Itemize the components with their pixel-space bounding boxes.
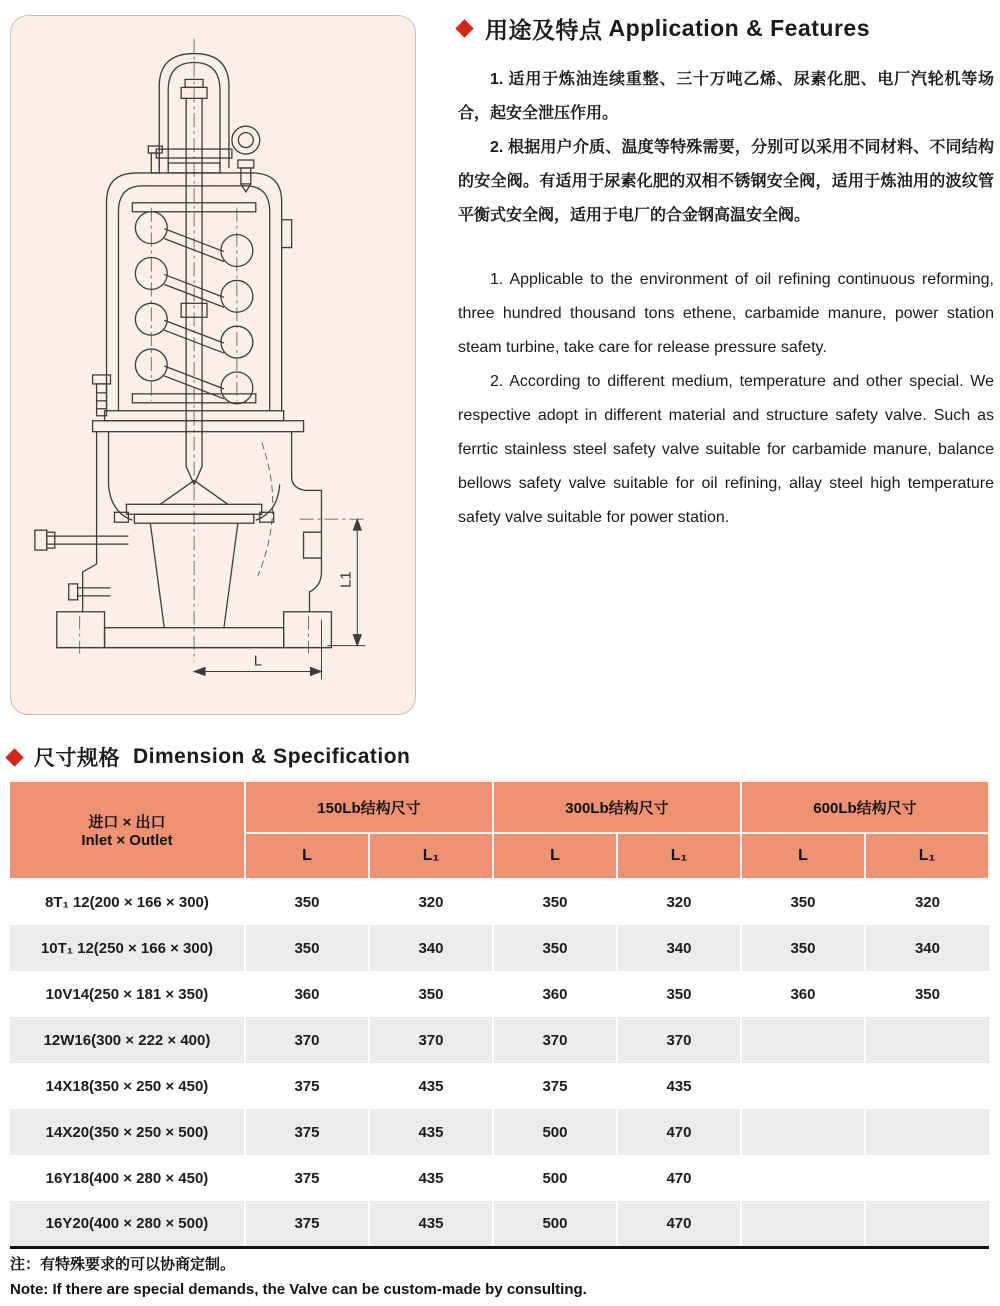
features-en-paragraph: 2. According to different medium, temperature and other special. We respective adopt in different material and structure safety valve. Such as ferrtic stainless steel safety valve suitable for carbamide manure, balance bellows safety valve suitable for oil refining, allay steel high temperature safety valve suitable for power station. (458, 373, 994, 526)
spec-cell: 470 (617, 1155, 741, 1201)
spec-cell: 350 (741, 879, 865, 925)
dimension-title-cn: 尺寸规格 (34, 747, 120, 770)
spec-cell: 435 (369, 1063, 493, 1109)
spec-cell: 375 (245, 1109, 369, 1155)
body-flange (93, 411, 304, 432)
spec-cell: 320 (617, 879, 741, 925)
spec-cell: 470 (617, 1201, 741, 1247)
spec-row (10, 971, 989, 1017)
model-cell: 14X18(350 × 250 × 450) (10, 1063, 245, 1109)
inlet-outlet-header-en: Inlet × Outlet (81, 832, 173, 849)
valve-drawing-panel (10, 15, 416, 715)
sub-header-l1: L₁ (865, 833, 989, 879)
spec-cell: 500 (493, 1155, 617, 1201)
spec-cell: 435 (369, 1109, 493, 1155)
spec-cell: 350 (493, 879, 617, 925)
spring-bonnet (107, 163, 292, 411)
spec-row (10, 1109, 989, 1155)
footnotes (10, 1252, 990, 1302)
inlet-outlet-header (10, 781, 245, 879)
group-header-150lb: 150Lb结构尺寸 (245, 781, 493, 833)
center-lines (80, 39, 364, 662)
spec-cell (865, 1109, 989, 1155)
model-cell: 16Y18(400 × 280 × 450) (10, 1155, 245, 1201)
spec-cell: 350 (865, 971, 989, 1017)
features-title-cn: 用途及特点 (485, 17, 603, 43)
sub-header-l: L (741, 833, 865, 879)
spec-cell (865, 1155, 989, 1201)
spec-cell: 350 (493, 925, 617, 971)
spec-cell: 370 (245, 1017, 369, 1063)
spec-cell (865, 1063, 989, 1109)
dimension-section-title (8, 742, 410, 772)
spec-cell: 350 (369, 971, 493, 1017)
features-title-en: Application & Features (608, 15, 870, 41)
group-header-600lb: 600Lb结构尺寸 (741, 781, 989, 833)
model-cell: 16Y20(400 × 280 × 500) (10, 1201, 245, 1247)
side-studs (35, 375, 129, 600)
spec-cell: 360 (741, 971, 865, 1017)
features-cn-block (458, 63, 994, 233)
spec-cell (741, 1155, 865, 1201)
spec-cell: 375 (245, 1155, 369, 1201)
spec-cell: 375 (245, 1201, 369, 1247)
diamond-bullet-icon (455, 19, 473, 37)
spec-cell: 360 (493, 971, 617, 1017)
spec-cell (865, 1017, 989, 1063)
spec-cell (741, 1063, 865, 1109)
model-cell: 10V14(250 × 181 × 350) (10, 971, 245, 1017)
dim-label-l: L (253, 652, 263, 670)
cap-screw-left (148, 146, 162, 173)
spec-cell (741, 1017, 865, 1063)
note-en: Note: If there are special demands, the Valve can be custom-made by consulting. (10, 1281, 587, 1298)
sub-header-l: L (245, 833, 369, 879)
features-cn-paragraph: 2. 根据用户介质、温度等特殊需要，分别可以采用不同材料、不同结构的安全阀。有适用于尿素化肥的双相不锈钢安全阀，适用于炼油用的波纹管平衡式安全阀，适用于电厂的合金钢高温安全阀。 (458, 139, 994, 224)
spec-cell: 435 (369, 1201, 493, 1247)
spec-row (10, 925, 989, 971)
lever-eye-bolt (232, 126, 260, 192)
note-cn: 注：有特殊要求的可以协商定制。 (10, 1256, 236, 1273)
spec-cell: 500 (493, 1201, 617, 1247)
spec-cell (741, 1109, 865, 1155)
sub-header-l1: L₁ (617, 833, 741, 879)
dim-label-l1: L1 (337, 571, 355, 588)
features-en-block (458, 263, 994, 535)
valve-cross-section-drawing (11, 16, 415, 714)
spec-cell: 370 (617, 1017, 741, 1063)
sub-header-l: L (493, 833, 617, 879)
table-group-header-row (10, 781, 989, 833)
spec-cell: 360 (245, 971, 369, 1017)
features-en-paragraph: 1. Applicable to the environment of oil refining continuous reforming, three hundred thousand tons ethene, carbamide manure, power station steam turbine, take care for release pressure safety. (458, 271, 994, 356)
spec-cell: 350 (245, 925, 369, 971)
spec-cell: 320 (369, 879, 493, 925)
spec-cell: 470 (617, 1109, 741, 1155)
model-cell: 8T₁ 12(200 × 166 × 300) (10, 879, 245, 925)
dimension-lines (194, 519, 365, 679)
model-cell: 14X20(350 × 250 × 500) (10, 1109, 245, 1155)
spec-row (10, 879, 989, 925)
spec-cell: 435 (369, 1155, 493, 1201)
features-cn-paragraph: 1. 适用于炼油连续重整、三十万吨乙烯、尿素化肥、电厂汽轮机等场合，起安全泄压作用。 (458, 71, 994, 122)
spec-cell: 340 (617, 925, 741, 971)
spec-cell: 375 (245, 1063, 369, 1109)
inlet-outlet-header-cn: 进口 × 出口 (88, 814, 166, 831)
spec-cell (741, 1201, 865, 1247)
spec-cell: 340 (865, 925, 989, 971)
spec-cell: 350 (617, 971, 741, 1017)
specification-table (10, 780, 990, 1249)
diamond-bullet-icon (5, 748, 23, 766)
spec-cell: 435 (617, 1063, 741, 1109)
spec-row (10, 1017, 989, 1063)
spec-cell (865, 1201, 989, 1247)
features-section (458, 12, 994, 535)
spec-cell: 375 (493, 1063, 617, 1109)
spec-cell: 500 (493, 1109, 617, 1155)
spec-cell: 350 (245, 879, 369, 925)
features-title (458, 12, 994, 45)
spec-cell: 370 (493, 1017, 617, 1063)
spec-cell: 340 (369, 925, 493, 971)
group-header-300lb: 300Lb结构尺寸 (493, 781, 741, 833)
model-cell: 12W16(300 × 222 × 400) (10, 1017, 245, 1063)
spec-cell: 350 (741, 925, 865, 971)
spec-cell: 320 (865, 879, 989, 925)
sub-header-l1: L₁ (369, 833, 493, 879)
model-cell: 10T₁ 12(250 × 166 × 300) (10, 925, 245, 971)
dimension-title-en: Dimension & Specification (133, 745, 411, 768)
spec-row (10, 1155, 989, 1201)
spec-cell: 370 (369, 1017, 493, 1063)
spec-row (10, 1201, 989, 1247)
spec-row (10, 1063, 989, 1109)
